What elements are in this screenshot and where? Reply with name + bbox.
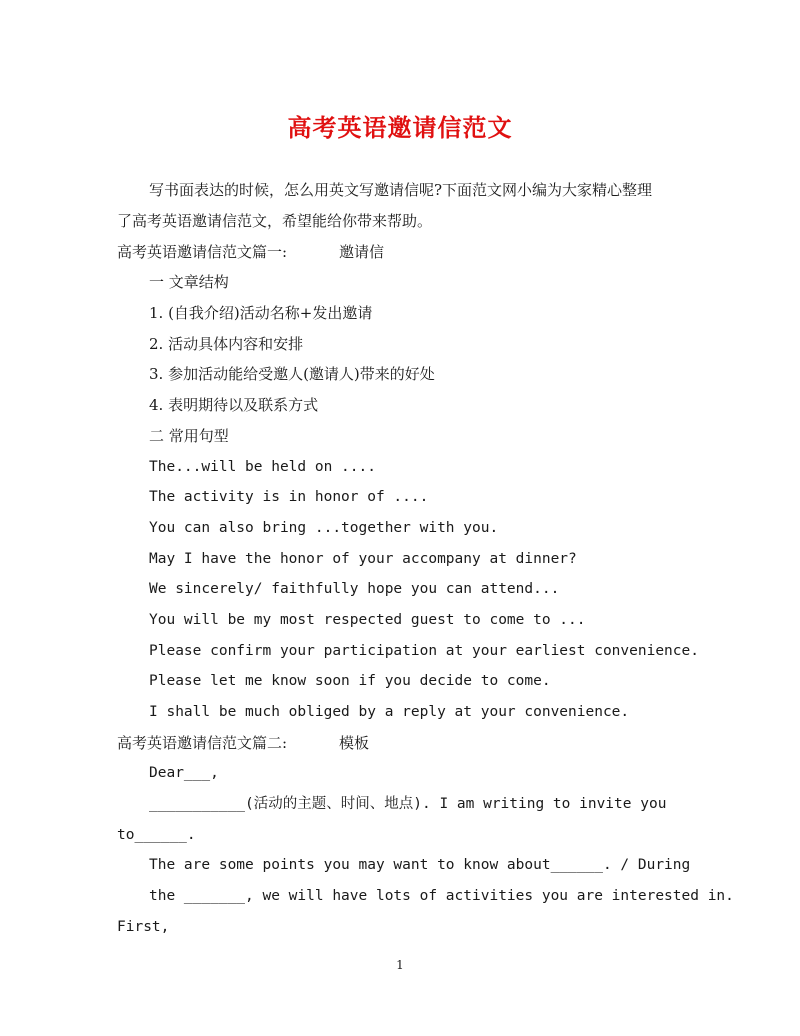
structure-item: 2. 活动具体内容和安排 xyxy=(149,335,304,353)
template-line: to______. xyxy=(117,827,196,843)
template-line: ___________(活动的主题、时间、地点). I am writing to invite you xyxy=(149,796,667,812)
phrase-line: I shall be much obliged by a reply at your convenience. xyxy=(149,704,630,720)
phrase-line: You will be my most respected guest to come to ... xyxy=(149,612,586,628)
structure-item: 3. 参加活动能给受邀人(邀请人)带来的好处 xyxy=(149,365,435,383)
phrase-line: The...will be held on .... xyxy=(149,459,376,475)
section1-heading-tail: 邀请信 xyxy=(339,243,385,261)
page-number: 1 xyxy=(396,958,404,972)
section2-heading xyxy=(117,733,369,753)
phrase-line: Please confirm your participation at your earliest convenience. xyxy=(149,643,699,659)
phrase-line: Please let me know soon if you decide to come. xyxy=(149,673,551,689)
structure-item: 1. (自我介绍)活动名称+发出邀请 xyxy=(149,304,373,322)
phrase-line: You can also bring ...together with you. xyxy=(149,520,499,536)
template-line: Dear___, xyxy=(149,765,219,781)
structure-item: 4. 表明期待以及联系方式 xyxy=(149,396,319,414)
intro-line-1: 写书面表达的时候，怎么用英文写邀请信呢?下面范文网小编为大家精心整理 xyxy=(149,181,653,199)
phrase-line: We sincerely/ faithfully hope you can attend... xyxy=(149,581,560,597)
section2-heading-tail: 模板 xyxy=(339,734,370,752)
structure-heading: 一 文章结构 xyxy=(149,273,229,291)
template-line: the _______, we will have lots of activities you are interested in. xyxy=(149,888,734,904)
section1-heading xyxy=(117,242,384,262)
template-line: The are some points you may want to know about______. / During xyxy=(149,857,691,873)
template-line: First, xyxy=(117,919,170,935)
document-title: 高考英语邀请信范文 xyxy=(287,113,513,142)
phrase-line: The activity is in honor of .... xyxy=(149,489,429,505)
phrases-heading: 二 常用句型 xyxy=(149,427,229,445)
section2-heading-text: 高考英语邀请信范文篇二: xyxy=(117,734,288,752)
intro-line-2: 了高考英语邀请信范文，希望能给你带来帮助。 xyxy=(117,212,433,230)
phrase-line: May I have the honor of your accompany at dinner? xyxy=(149,551,577,567)
section1-heading-text: 高考英语邀请信范文篇一: xyxy=(117,243,288,261)
